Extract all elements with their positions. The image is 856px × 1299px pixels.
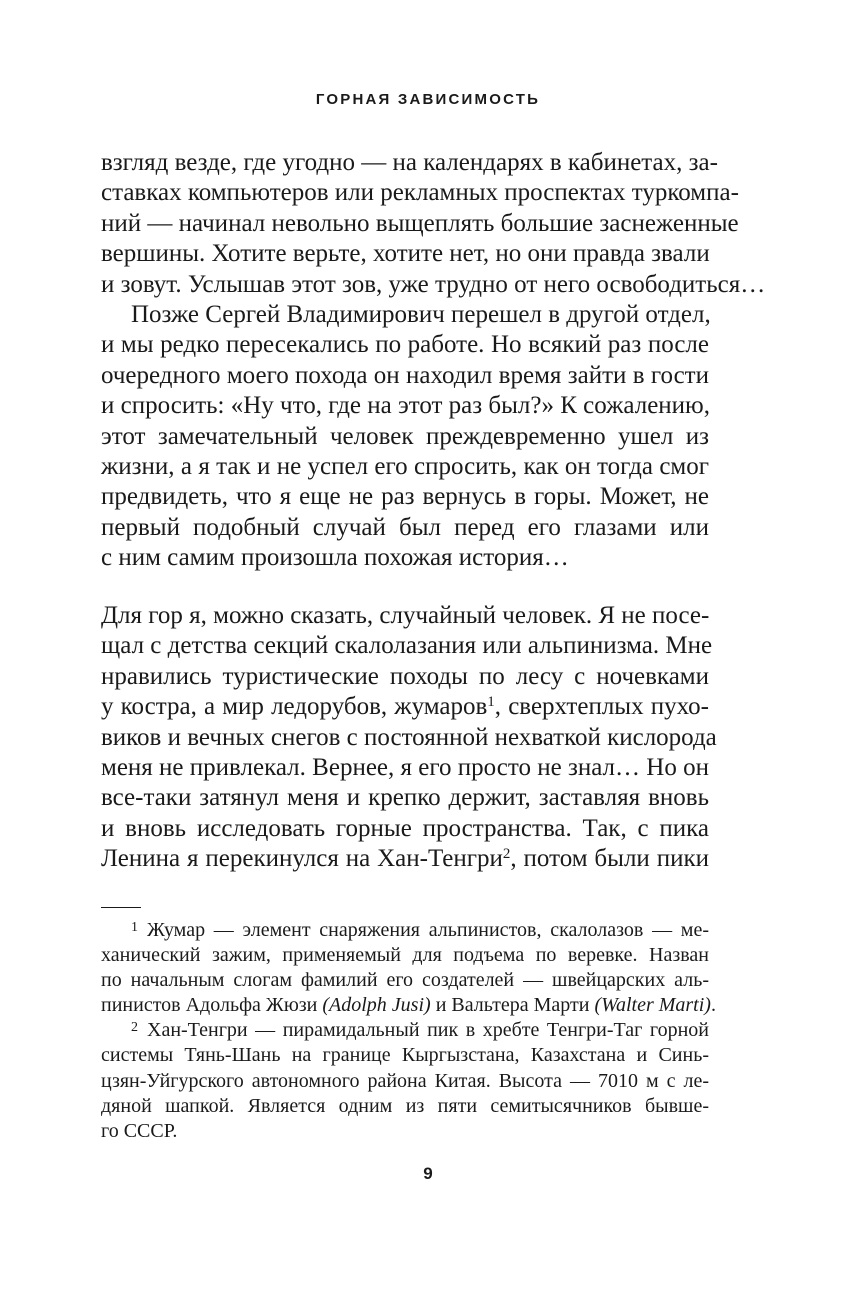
footnote-1-line: по начальным слогам фамилий его создателей — швейцарских аль-	[101, 969, 709, 992]
footnote-2-line: дяной шапкой. Является одним из пяти семитысячников бывше-	[101, 1094, 709, 1117]
text-segment: .	[710, 994, 716, 1017]
footnote-2-line	[101, 1018, 709, 1043]
text-line: меня не привлекал. Вернее, я его просто не знал… Но он	[101, 753, 709, 781]
footnote-2-mark: 2	[131, 1020, 138, 1036]
text-line: все-таки затянул меня и крепко держит, заставляя вновь	[101, 784, 709, 812]
text-line: Для гор я, можно сказать, случайный человек. Я не посе-	[101, 602, 710, 629]
text-line: этот замечательный человек преждевременно ушел из	[101, 422, 709, 450]
footnote-1-mark: 1	[131, 920, 138, 936]
footnote-divider	[101, 907, 141, 908]
text-line: с ним самим произошла похожая история…	[101, 544, 569, 572]
text-segment: , потом были пики	[510, 845, 709, 873]
text-segment: Жумар — элемент снаряжения альпинистов, скалолазов — ме-	[147, 919, 709, 941]
text-line	[101, 844, 709, 874]
footnote-2-line: го СССР.	[101, 1119, 178, 1142]
paragraph-2	[101, 300, 709, 574]
running-head: ГОРНАЯ ЗАВИСИМОСТЬ	[315, 91, 541, 108]
paragraph-1	[101, 148, 766, 300]
text-line: щал с детства секций скалолазания или альпинизма. Мне	[101, 632, 713, 660]
text-segment: Хан-Тенгри — пирамидальный пик в хребте Тенгри-Таг горной	[147, 1019, 709, 1042]
text-line: предвидеть, что я еще не раз вернусь в горы. Может, не	[101, 483, 709, 511]
footnotes	[101, 918, 716, 1144]
footnote-2-line: цзян-Уйгурского автономного района Китая. Высота — 7010 м с ле-	[101, 1069, 709, 1092]
footnote-1-line	[101, 993, 716, 1018]
text-line: взгляд везде, где угодно — на календарях в кабинетах, за-	[101, 149, 718, 176]
text-line: и мы редко пересекались по работе. Но всякий раз после	[101, 331, 709, 359]
text-segment: и Вальтера Марти	[430, 994, 595, 1017]
footnote-1-line	[101, 918, 709, 943]
text-line: нравились туристические походы по лесу с ночевками	[101, 662, 709, 690]
text-line: первый подобный случай был перед его глазами или	[101, 513, 709, 541]
text-segment-italic: (Walter Marti)	[594, 994, 711, 1017]
text-segment: у костра, а мир ледорубов, жумаров	[101, 693, 488, 721]
text-line: вершины. Хотите верьте, хотите нет, но они правда звали	[101, 240, 710, 268]
text-line: виков и вечных снегов с постоянной нехваткой кислорода	[101, 723, 717, 751]
text-line: ставках компьютеров или рекламных проспектах туркомпа-	[101, 179, 739, 207]
text-segment-italic: (Adolph Jusi)	[322, 994, 431, 1017]
footnote-ref-1[interactable]: 1	[487, 693, 495, 710]
footnote-1-line: ханический зажим, применяемый для подъема по веревке. Назван	[101, 944, 709, 967]
text-line: и вновь исследовать горные пространства. Так, с пика	[101, 814, 709, 842]
text-line: жизни, а я так и не успел его спросить, как он тогда смог	[101, 452, 709, 480]
text-line: и спросить: «Ну что, где на этот раз был?» К сожалению,	[101, 392, 710, 420]
text-line: очередного моего похода он находил время зайти в гости	[101, 361, 709, 389]
text-segment: Ленина я перекинулся на Хан-Тенгри	[101, 845, 503, 873]
text-line	[101, 692, 709, 722]
text-segment: , сверхтеплых пухо-	[494, 693, 709, 721]
text-line: ний — начинал невольно выщеплять большие заснеженные	[101, 209, 739, 237]
text-line: Позже Сергей Владимирович перешел в другой отдел,	[131, 301, 711, 328]
text-line: и зовут. Услышав этот зов, уже трудно от него освободиться…	[101, 270, 766, 298]
footnote-ref-2[interactable]: 2	[502, 845, 511, 862]
page-number: 9	[423, 1164, 433, 1183]
text-segment: пинистов Адольфа Жюзи	[101, 994, 323, 1017]
paragraph-3	[101, 601, 717, 875]
footnote-2-line: системы Тянь-Шань на границе Кыргызстана, Казахстана и Синь-	[101, 1044, 709, 1067]
